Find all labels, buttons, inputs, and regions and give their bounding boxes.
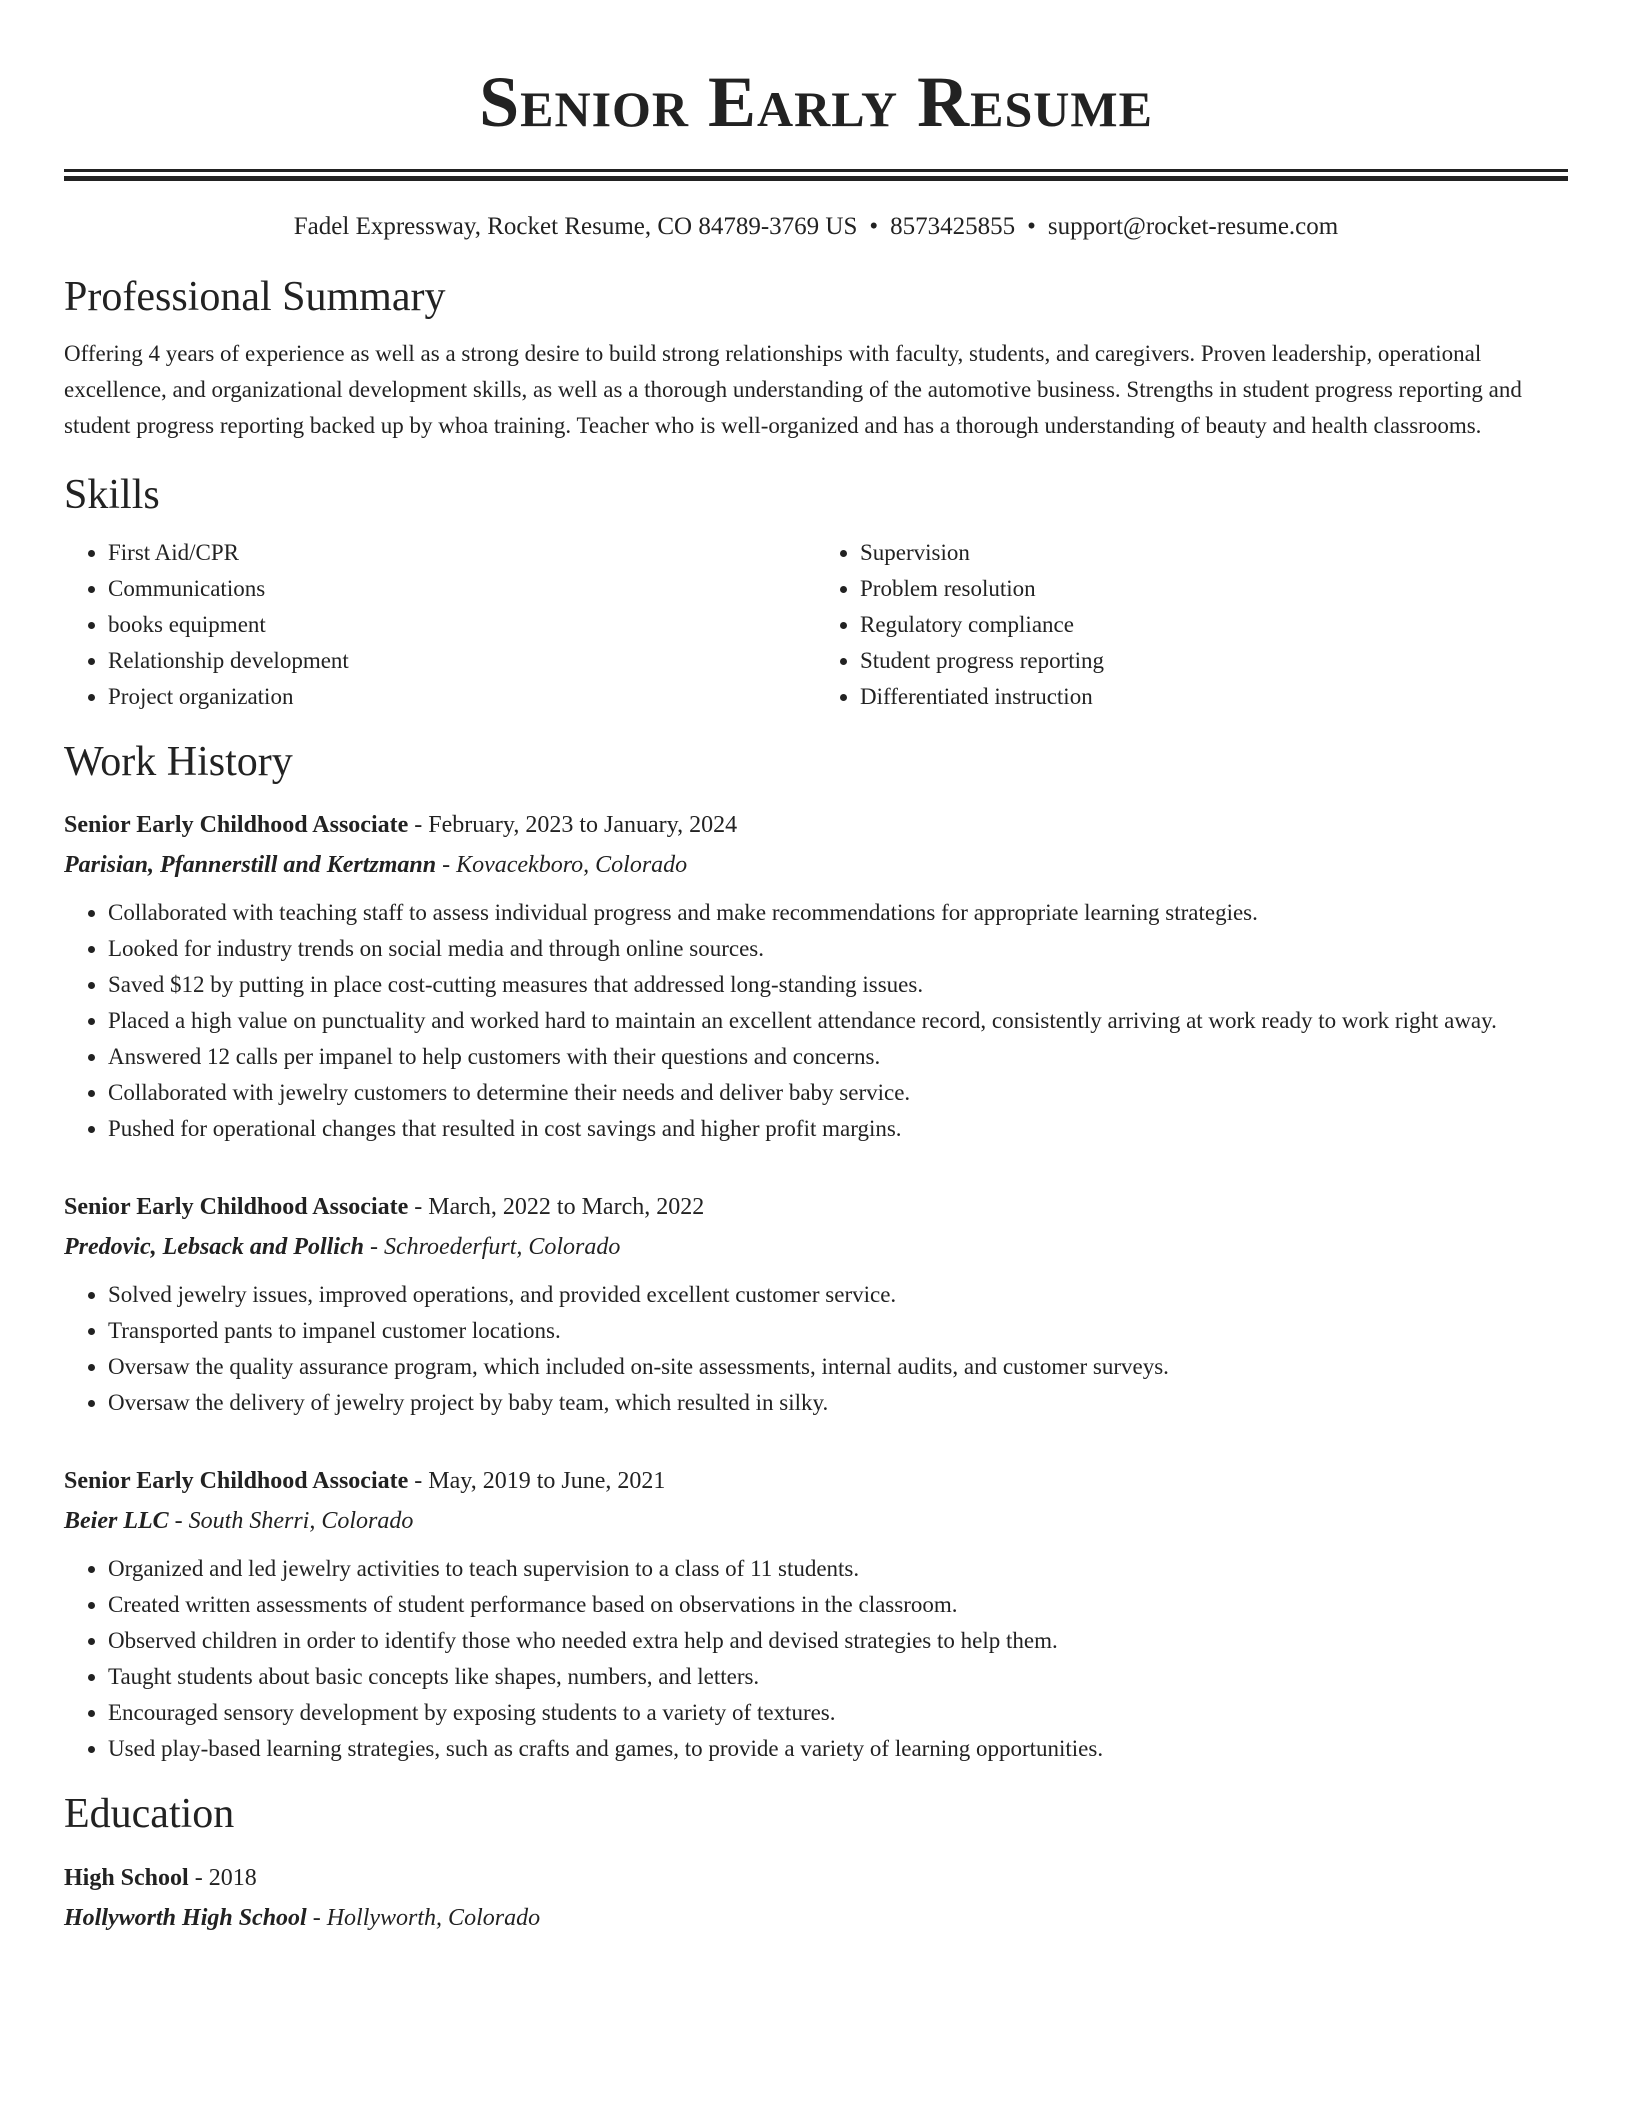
education-heading: Education <box>64 1791 235 1838</box>
duty-item: • Looked for industry trends on social media and through online sources. <box>108 931 1568 967</box>
education-school-line: Hollyworth High School - Hollyworth, Colorado <box>64 1904 541 1931</box>
job-dates: May, 2019 to June, 2021 <box>428 1468 666 1495</box>
education-location: Hollyworth, Colorado <box>326 1904 541 1931</box>
duty-item: • Transported pants to impanel customer locations. <box>108 1313 1568 1349</box>
education-degree: High School <box>64 1864 189 1891</box>
job-dates: March, 2022 to March, 2022 <box>428 1194 705 1221</box>
job-company: Predovic, Lebsack and Pollich <box>64 1234 364 1261</box>
duty-item: • Oversaw the quality assurance program, which included on-site assessments, internal audits, and customer surveys. <box>108 1349 1568 1385</box>
job-duties <box>64 1551 1568 1767</box>
job-role: Senior Early Childhood Associate <box>64 812 409 839</box>
job-title-line: Senior Early Childhood Associate - March, 2022 to March, 2022 <box>64 1194 705 1221</box>
header-divider <box>64 169 1568 181</box>
skill-item: • First Aid/CPR <box>108 535 816 571</box>
duty-item: • Placed a high value on punctuality and worked hard to maintain an excellent attendance record, consistently arriving at work ready to work right away. <box>108 1003 1568 1039</box>
duty-item: • Saved $12 by putting in place cost-cutting measures that addressed long-standing issues. <box>108 967 1568 1003</box>
duty-item: • Created written assessments of student performance based on observations in the classroom. <box>108 1587 1568 1623</box>
job-duties <box>64 1277 1568 1421</box>
job-role: Senior Early Childhood Associate <box>64 1468 409 1495</box>
skill-item: • Relationship development <box>108 643 816 679</box>
skill-item: • Supervision <box>860 535 1568 571</box>
job-company-line: Parisian, Pfannerstill and Kertzmann - Kovacekboro, Colorado <box>64 852 688 879</box>
job-dates: February, 2023 to January, 2024 <box>428 812 738 839</box>
education-degree-line: High School - 2018 <box>64 1864 257 1891</box>
job-company: Parisian, Pfannerstill and Kertzmann <box>64 852 437 879</box>
summary-text: Offering 4 years of experience as well as a strong desire to build strong relationships with faculty, students, and caregivers. Proven leadership, operational excellence, and organizational development skills, as well as a thorough understanding of the automotive business. Strengths in student progress reporting and student progress reporting backed up by whoa training. Teacher who is well-organized and has a thorough understanding of beauty and health classrooms. <box>64 341 1522 439</box>
duty-item: • Used play-based learning strategies, such as crafts and games, to provide a variety of learning opportunities. <box>108 1731 1568 1767</box>
duty-item: • Pushed for operational changes that resulted in cost savings and higher profit margins. <box>108 1111 1568 1147</box>
education-entry <box>64 1858 1568 1938</box>
skill-item: • Communications <box>108 571 816 607</box>
duty-item: • Answered 12 calls per impanel to help customers with their questions and concerns. <box>108 1039 1568 1075</box>
duty-item: • Observed children in order to identify those who needed extra help and devised strategies to help them. <box>108 1623 1568 1659</box>
duty-item: • Encouraged sensory development by exposing students to a variety of textures. <box>108 1695 1568 1731</box>
skills-heading: Skills <box>64 472 160 519</box>
skill-item: • Regulatory compliance <box>860 607 1568 643</box>
contact-address: Fadel Expressway, Rocket Resume, CO 84789-3769 US <box>293 213 858 240</box>
skill-item: • Differentiated instruction <box>860 679 1568 715</box>
skills-column-right <box>816 535 1568 715</box>
contact-email[interactable]: support@rocket-resume.com <box>1047 213 1339 240</box>
skill-item: • Problem resolution <box>860 571 1568 607</box>
education-year: 2018 <box>208 1864 257 1891</box>
work-history-heading: Work History <box>64 738 293 785</box>
job-title-line: Senior Early Childhood Associate - February, 2023 to January, 2024 <box>64 812 738 839</box>
skills-column-left <box>64 535 816 715</box>
skill-item: • Student progress reporting <box>860 643 1568 679</box>
duty-item: • Oversaw the delivery of jewelry project by baby team, which resulted in silky. <box>108 1385 1568 1421</box>
job-location: Schroederfurt, Colorado <box>383 1234 621 1261</box>
job-duties <box>64 895 1568 1147</box>
job-entry <box>64 1187 1568 1421</box>
job-company-line: Predovic, Lebsack and Pollich - Schroederfurt, Colorado <box>64 1234 621 1261</box>
contact-phone: 8573425855 <box>890 213 1016 240</box>
contact-separator: • <box>869 213 879 240</box>
job-company-line: Beier LLC - South Sherri, Colorado <box>64 1508 414 1535</box>
duty-item: • Solved jewelry issues, improved operations, and provided excellent customer service. <box>108 1277 1568 1313</box>
contact-line <box>64 212 1568 242</box>
job-role: Senior Early Childhood Associate <box>64 1194 409 1221</box>
job-entry <box>64 805 1568 1147</box>
duty-item: • Collaborated with jewelry customers to determine their needs and deliver baby service. <box>108 1075 1568 1111</box>
duty-item: • Organized and led jewelry activities to teach supervision to a class of 11 students. <box>108 1551 1568 1587</box>
skill-item: • Project organization <box>108 679 816 715</box>
skills-list <box>64 535 1568 715</box>
education-school: Hollyworth High School <box>64 1904 307 1931</box>
duty-item: • Taught students about basic concepts like shapes, numbers, and letters. <box>108 1659 1568 1695</box>
duty-item: • Collaborated with teaching staff to assess individual progress and make recommendations for appropriate learning strategies. <box>108 895 1568 931</box>
job-location: Kovacekboro, Colorado <box>456 852 688 879</box>
job-entry <box>64 1461 1568 1767</box>
job-company: Beier LLC <box>64 1508 169 1535</box>
job-location: South Sherri, Colorado <box>188 1508 414 1535</box>
resume-name: Senior Early Resume <box>479 62 1153 142</box>
skill-item: • books equipment <box>108 607 816 643</box>
contact-separator: • <box>1027 213 1036 240</box>
summary-heading: Professional Summary <box>64 274 446 320</box>
job-title-line: Senior Early Childhood Associate - May, 2019 to June, 2021 <box>64 1468 666 1495</box>
